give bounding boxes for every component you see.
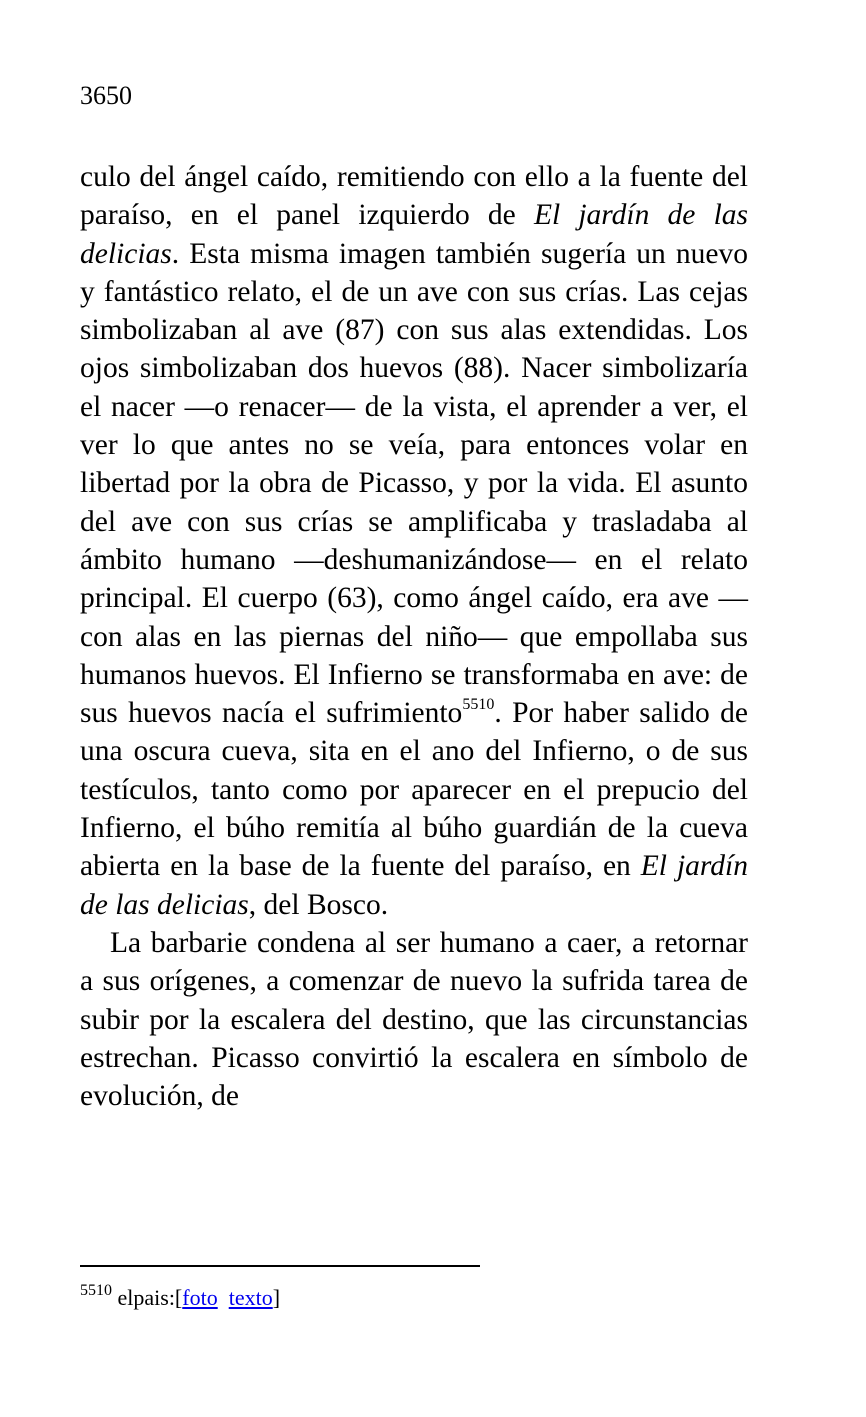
- footnote-link-photo[interactable]: foto: [182, 1285, 218, 1310]
- book-title-italic-2: El jardín de las delicias: [80, 850, 748, 921]
- footnote-close-bracket: ]: [272, 1285, 281, 1310]
- paragraph-1-text-1: culo del ángel caído, remitiendo con ello a la fuente del paraíso, en el panel izquierdo de: [80, 161, 748, 232]
- footnote-number: 5510: [80, 1282, 112, 1299]
- book-title-italic-1: El jardín de las delicias: [80, 199, 749, 270]
- footnote-divider: [80, 1265, 480, 1267]
- footnote-reference[interactable]: 5510: [462, 696, 495, 714]
- footnote: [80, 1283, 280, 1313]
- paragraph-1: [80, 158, 748, 924]
- page-number: 3650: [80, 81, 132, 110]
- paragraph-1-text-3: . Por haber salido de una oscura cueva, sita en el ano del Infierno, o de sus testículos, tanto como por aparecer en el prepucio del Infierno, el búho remitía al búho guardián de la cueva abierta en la base de la fuente del paraíso, en: [80, 697, 748, 883]
- paragraph-2: La barbarie condena al ser humano a caer, a retornar a sus orígenes, a comenzar de nuevo la sufrida tarea de subir por la escalera del destino, que las circunstancias estrechan. Picasso convirtió la escalera en símbolo de evolución, de: [80, 926, 748, 1113]
- paragraph-1-text-2: . Esta misma imagen también sugería un nuevo y fantástico relato, el de un ave con sus crías. Las cejas simbolizaban al ave (87) con sus alas extendidas. Los ojos simbolizaban dos huevos (88). Nacer simbolizaría el nacer —o renacer— de la vista, el aprender a ver, el ver lo que antes no se veía, para entonces volar en libertad por la obra de Picasso, y por la vida. El asunto del ave con sus crías se amplificaba y trasladaba al ámbito humano —deshumanizándose— en el relato principal. El cuerpo (63), como ángel caído, era ave —con alas en las piernas del niño— que empollaba sus humanos huevos. El Infierno se transformaba en ave: de sus huevos nacía el sufrimiento: [80, 237, 748, 730]
- footnote-link-text[interactable]: texto: [228, 1285, 273, 1310]
- body-text: [80, 158, 748, 1115]
- footnote-source: elpais:[: [117, 1285, 183, 1310]
- paragraph-1-text-4: , del Bosco.: [248, 888, 389, 921]
